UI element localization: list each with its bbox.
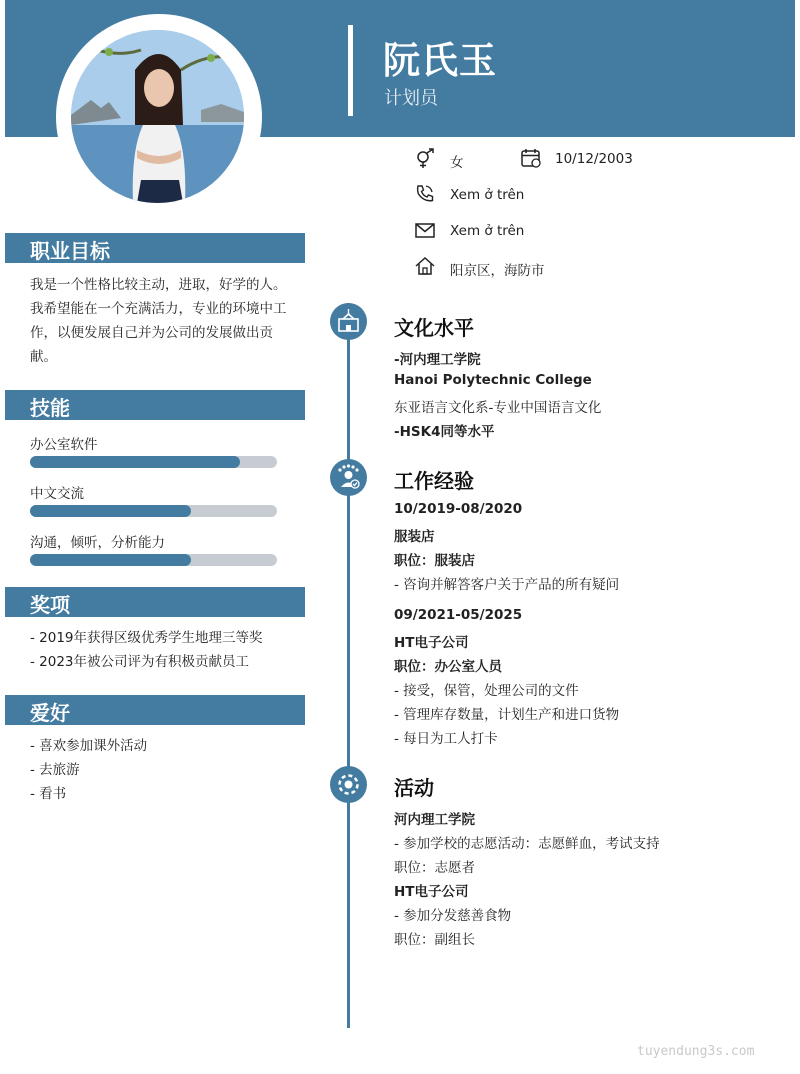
experience-heading: 工作经验 bbox=[394, 469, 474, 493]
home-icon bbox=[414, 255, 436, 277]
candidate-role: 计划员 bbox=[384, 88, 438, 109]
skill-bar-fill bbox=[30, 554, 191, 566]
job-task: - 每日为工人打卡 bbox=[394, 731, 498, 747]
skill-label: 中文交流 bbox=[30, 486, 84, 502]
awards-heading: 奖项 bbox=[5, 587, 305, 617]
activity-org: 河内理工学院 bbox=[394, 812, 475, 828]
address-value: 阳京区，海防市 bbox=[450, 263, 545, 279]
job-task: - 管理库存数量，计划生产和进口货物 bbox=[394, 707, 620, 723]
timeline-line bbox=[347, 303, 350, 1028]
skill-bar-fill bbox=[30, 505, 191, 517]
activity-line: - 参加学校的志愿活动：志愿鲜血，考试支持 bbox=[394, 836, 660, 852]
job-position: 职位：办公室人员 bbox=[394, 659, 502, 675]
job-task: - 咨询并解答客户关于产品的所有疑问 bbox=[394, 577, 620, 593]
list-item: - 喜欢参加课外活动 bbox=[30, 738, 148, 754]
skills-heading: 技能 bbox=[5, 390, 305, 420]
list-item: - 2023年被公司评为有积极贡献员工 bbox=[30, 654, 250, 670]
activities-icon bbox=[330, 766, 367, 803]
team-icon bbox=[330, 459, 367, 496]
activity-line: 职位：志愿者 bbox=[394, 860, 475, 876]
job-company: 服装店 bbox=[394, 529, 435, 545]
activity-org: HT电子公司 bbox=[394, 884, 469, 900]
objective-heading: 职业目标 bbox=[5, 233, 305, 263]
skill-label: 办公室软件 bbox=[30, 437, 98, 453]
gender-icon bbox=[414, 148, 436, 170]
job-period: 09/2021-05/2025 bbox=[394, 607, 523, 623]
name-divider bbox=[348, 25, 353, 116]
education-level: -HSK4同等水平 bbox=[394, 424, 495, 440]
activity-line: - 参加分发慈善食物 bbox=[394, 908, 512, 924]
skill-bar bbox=[30, 505, 277, 517]
birthdate-value: 10/12/2003 bbox=[555, 151, 633, 167]
job-period: 10/2019-08/2020 bbox=[394, 501, 523, 517]
avatar bbox=[71, 30, 244, 203]
activities-heading: 活动 bbox=[394, 776, 434, 800]
job-task: - 接受，保管，处理公司的文件 bbox=[394, 683, 579, 699]
hobbies-list bbox=[30, 734, 147, 806]
phone-value: Xem ở trên bbox=[450, 187, 525, 203]
list-item: - 看书 bbox=[30, 786, 67, 802]
objective-text: 我是一个性格比较主动，进取，好学的人。 我希望能在一个充满活力，专业的环境中工 作，以便发展自己并为公司的发展做出贡 献。 bbox=[30, 277, 287, 365]
list-item: - 去旅游 bbox=[30, 762, 80, 778]
gender-value: 女 bbox=[450, 155, 464, 171]
skill-bar bbox=[30, 554, 277, 566]
school-icon bbox=[330, 303, 367, 340]
job-company: HT电子公司 bbox=[394, 635, 469, 651]
activity-line: 职位：副组长 bbox=[394, 932, 475, 948]
education-school-en: Hanoi Polytechnic College bbox=[394, 372, 592, 388]
phone-icon bbox=[414, 183, 436, 205]
skill-bar-fill bbox=[30, 456, 240, 468]
candidate-name: 阮氏玉 bbox=[383, 39, 497, 82]
mail-icon bbox=[414, 220, 436, 242]
watermark: tuyendung3s.com bbox=[637, 1044, 755, 1059]
list-item: - 2019年获得区级优秀学生地理三等奖 bbox=[30, 630, 263, 646]
email-value: Xem ở trên bbox=[450, 223, 525, 239]
calendar-icon bbox=[520, 147, 542, 169]
education-school: -河内理工学院 bbox=[394, 352, 481, 368]
skill-label: 沟通，倾听，分析能力 bbox=[30, 535, 165, 551]
skill-bar bbox=[30, 456, 277, 468]
hobbies-heading: 爱好 bbox=[5, 695, 305, 725]
education-heading: 文化水平 bbox=[394, 316, 474, 340]
job-position: 职位：服装店 bbox=[394, 553, 475, 569]
awards-list bbox=[30, 626, 263, 674]
education-major: 东亚语言文化系-专业中国语言文化 bbox=[394, 400, 602, 416]
